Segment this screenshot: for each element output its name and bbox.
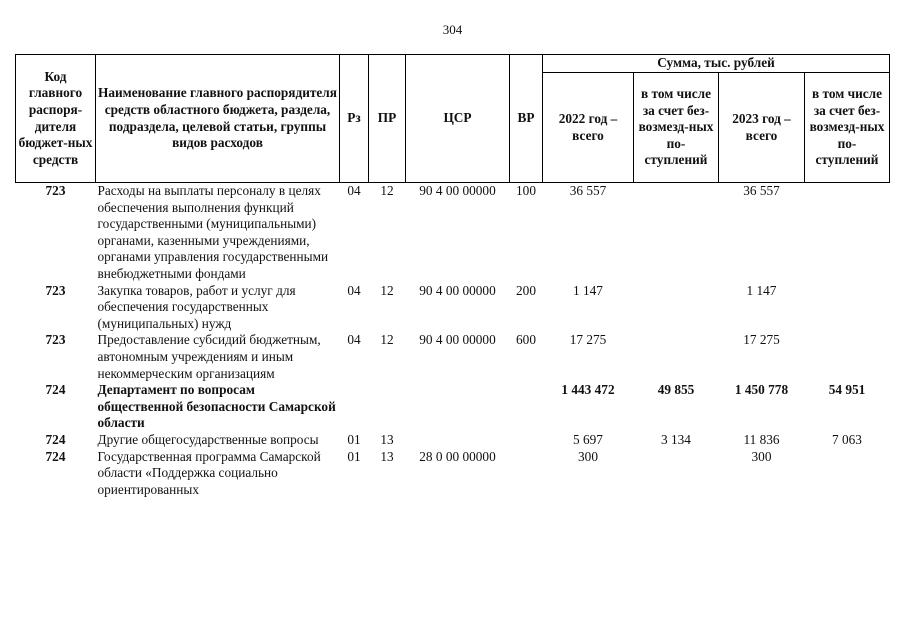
cell-csr: 28 0 00 00000 (419, 448, 496, 464)
cell-2023-free (805, 183, 890, 283)
header-csr: ЦСР (406, 55, 510, 183)
cell-2022-total: 36 557 (569, 183, 607, 198)
cell-rz: 04 (347, 282, 361, 298)
table-row (16, 432, 890, 449)
cell-2022-total: 5 697 (573, 431, 603, 447)
budget-table (15, 54, 890, 498)
cell-code: 724 (45, 448, 66, 464)
cell-csr (406, 382, 510, 432)
cell-vr: 600 (516, 332, 536, 348)
cell-2023-free (805, 283, 890, 333)
cell-name: Расходы на выплаты персоналу в целях обеспечения выполнения функций государственными (муниципальными) органами, казенными учреждениями, органами управления государственными внебюджетными фондами (97, 183, 329, 281)
cell-2023-free (805, 449, 890, 499)
cell-csr: 90 4 00 00000 (419, 282, 496, 298)
cell-rz: 01 (347, 431, 361, 447)
cell-rz: 04 (347, 332, 361, 348)
cell-2023-total: 1 450 778 (734, 382, 789, 398)
header-rz: Рз (340, 55, 369, 183)
cell-vr (510, 449, 543, 499)
header-pr: ПР (369, 55, 406, 183)
header-code: Код главного распоря-дителя бюджет-ных средств (16, 55, 96, 183)
cell-2022-total: 300 (578, 448, 598, 464)
cell-2022-total: 17 275 (569, 332, 607, 348)
cell-2022-free (634, 183, 719, 283)
cell-code: 723 (45, 183, 66, 198)
cell-pr: 12 (380, 282, 394, 298)
cell-csr: 90 4 00 00000 (419, 332, 496, 348)
cell-name: Другие общегосударственные вопросы (97, 431, 319, 447)
cell-2023-total: 1 147 (746, 282, 777, 298)
cell-2023-total: 300 (751, 448, 772, 464)
cell-2023-total: 36 557 (743, 183, 780, 198)
cell-2022-free: 49 855 (657, 382, 695, 398)
cell-2022-free (634, 449, 719, 499)
cell-2022-free (634, 332, 719, 382)
header-2023-total: 2023 год – всего (719, 73, 805, 183)
cell-code: 724 (45, 431, 66, 447)
table-body (16, 183, 890, 499)
cell-rz (340, 382, 369, 432)
header-vr: ВР (510, 55, 543, 183)
page-number: 304 (442, 22, 463, 37)
cell-vr: 200 (516, 282, 536, 298)
cell-pr: 12 (380, 183, 394, 198)
cell-2022-free: 3 134 (661, 431, 691, 447)
header-2022-total: 2022 год – всего (543, 73, 634, 183)
cell-vr (510, 382, 543, 432)
cell-2023-free: 54 951 (828, 382, 866, 398)
cell-pr: 13 (380, 431, 394, 447)
table-header (16, 55, 890, 183)
cell-name: Предоставление субсидий бюджетным, автономным учреждениям и иным некоммерческим организациям (97, 332, 321, 381)
cell-name: Закупка товаров, работ и услуг для обеспечения государственных (муниципальных) нужд (97, 282, 296, 331)
table-row (16, 332, 890, 382)
cell-rz: 01 (347, 448, 361, 464)
header-name: Наименование главного распорядителя средств областного бюджета, раздела, подраздела, целевой статьи, группы видов расходов (96, 55, 340, 183)
cell-2023-total: 17 275 (743, 332, 780, 348)
cell-name: Департамент по вопросам общественной безопасности Самарской области (97, 382, 336, 431)
cell-csr: 90 4 00 00000 (419, 183, 496, 198)
cell-name: Государственная программа Самарской области «Поддержка социально ориентированных (97, 448, 321, 497)
table-row (16, 183, 890, 283)
cell-2023-total: 11 836 (743, 431, 780, 447)
header-sum-group: Сумма, тыс. рублей (543, 55, 890, 73)
header-2022-free: в том числе за счет без-возмезд-ных по-ступлений (634, 73, 719, 183)
cell-pr: 12 (380, 332, 394, 348)
cell-2022-total: 1 443 472 (561, 382, 615, 398)
cell-pr: 13 (380, 448, 394, 464)
cell-pr (369, 382, 406, 432)
cell-code: 724 (45, 382, 66, 398)
cell-vr: 100 (516, 183, 536, 198)
cell-rz: 04 (347, 183, 361, 198)
cell-code: 723 (45, 282, 66, 298)
cell-csr (406, 432, 510, 449)
cell-2023-free (805, 332, 890, 382)
table-row (16, 449, 890, 499)
cell-2022-total: 1 147 (573, 282, 603, 298)
table-row (16, 283, 890, 333)
cell-vr (510, 432, 543, 449)
cell-2023-free: 7 063 (832, 431, 862, 447)
table-row-department (16, 382, 890, 432)
header-2023-free: в том числе за счет без-возмезд-ных по-ступлений (805, 73, 890, 183)
cell-code: 723 (45, 332, 66, 348)
cell-2022-free (634, 283, 719, 333)
